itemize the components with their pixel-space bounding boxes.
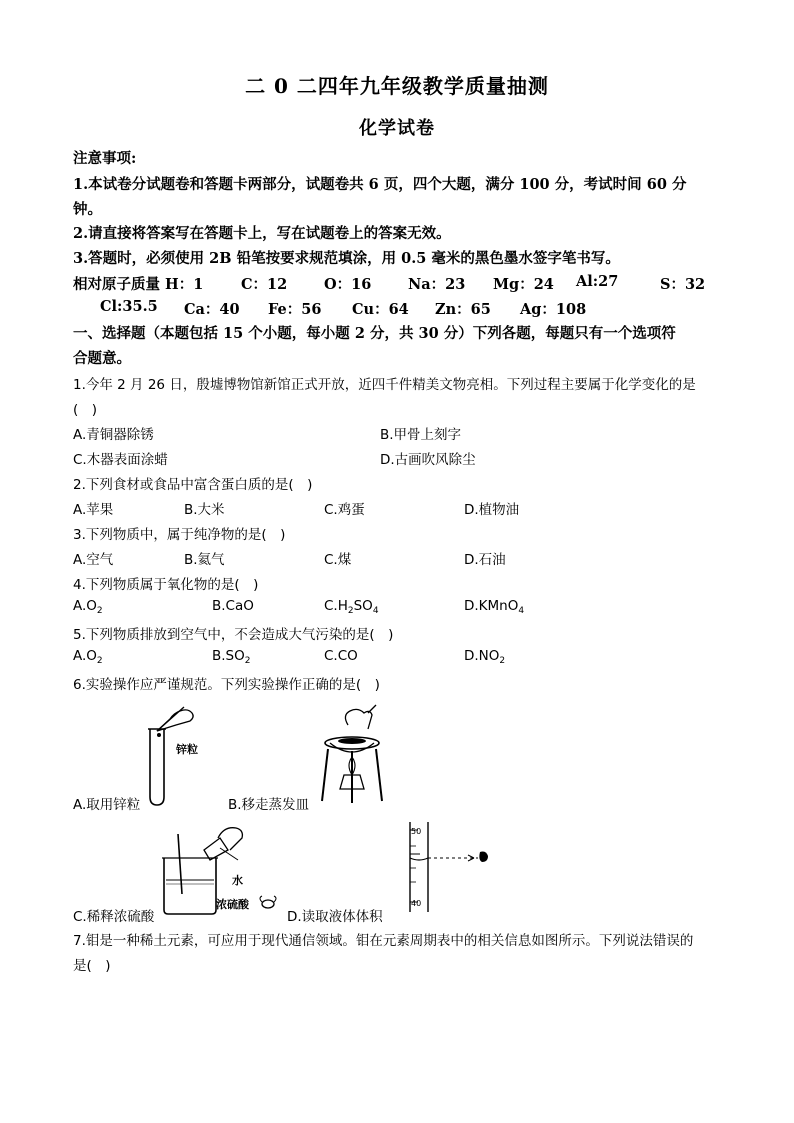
- note-line-1-cont: 钟。: [73, 201, 102, 218]
- q6-figure-d: [402, 820, 502, 912]
- atomic-mass-ca: Ca：40: [184, 301, 240, 318]
- q2-option-d: D.植物油: [464, 502, 520, 518]
- q3-option-a: A.空气: [73, 552, 114, 568]
- note-line-3: 3.答题时，必须使用 2B 铅笔按要求规范填涂，用 0.5 毫米的黑色墨水签字笔书写。: [73, 250, 620, 267]
- q6-fig-a-label: 锌粒: [176, 743, 198, 756]
- atomic-mass-c: C：12: [241, 276, 288, 293]
- q2-stem: 2.下列食材或食品中富含蛋白质的是( ): [73, 477, 313, 493]
- q2-option-b: B.大米: [184, 502, 225, 518]
- q5-option-d: $D.NO_2$: [464, 648, 506, 666]
- q6-fig-d-tick-50: 50: [411, 827, 422, 836]
- atomic-mass-fe: Fe：56: [268, 301, 322, 318]
- q3-option-c: C.煤: [324, 552, 352, 568]
- atomic-mass-na: Na：23: [408, 276, 466, 293]
- q6-option-c: C.稀释浓硫酸: [73, 909, 155, 925]
- q6-option-b: B.移走蒸发皿: [228, 797, 310, 813]
- q3-option-d: D.石油: [464, 552, 506, 568]
- note-line-1: 1.本试卷分试题卷和答题卡两部分，试题卷共 6 页，四个大题，满分 100 分，考试时间 60 分: [73, 176, 687, 193]
- q5-option-c: C.CO: [324, 648, 358, 664]
- q6-fig-c-acid: 浓硫酸: [216, 898, 249, 911]
- q5-option-a: $A.O_2$: [73, 648, 103, 666]
- note-line-2: 2.请直接将答案写在答题卡上，写在试题卷上的答案无效。: [73, 225, 451, 242]
- q4-option-d: D.KMnO$_4$: [464, 598, 525, 616]
- q7-stem-cont: 是( ): [73, 958, 111, 974]
- q1-stem: 1.今年 2 月 26 日，殷墟博物馆新馆正式开放，近四千件精美文物亮相。下列过程主要属于化学变化的是: [73, 377, 696, 393]
- q1-option-b: B.甲骨上刻字: [380, 427, 462, 443]
- q1-paren: ( ): [73, 402, 98, 418]
- section-1-heading: 一、选择题（本题包括 15 个小题，每小题 2 分，共 30 分）下列各题，每题只有一个选项符: [73, 325, 676, 342]
- page-title: 二 0 二四年九年级教学质量抽测: [245, 74, 549, 98]
- subject-title: 化学试卷: [359, 118, 435, 139]
- atomic-mass-cl: Cl:35.5: [100, 298, 158, 315]
- atomic-mass-s: S：32: [660, 276, 706, 293]
- q4-option-a: $A.O_2$: [73, 598, 103, 616]
- q4-option-c: $C.H_2SO_4$: [324, 598, 379, 616]
- q1-option-d: D.古画吹风除尘: [380, 452, 476, 468]
- q6-stem: 6.实验操作应严谨规范。下列实验操作正确的是( ): [73, 677, 380, 693]
- q6-option-d: D.读取液体体积: [287, 909, 383, 925]
- q5-stem: 5.下列物质排放到空气中，不会造成大气污染的是( ): [73, 627, 394, 643]
- atomic-mass-label: 相对原子质量 H：1: [73, 276, 204, 293]
- q6-figure-b: [318, 705, 386, 805]
- q6-figure-a: [140, 705, 220, 805]
- q1-option-a: A.青铜器除锈: [73, 427, 154, 443]
- q6-figure-c: [158, 824, 288, 916]
- q7-stem: 7.钼是一种稀土元素，可应用于现代通信领域。钼在元素周期表中的相关信息如图所示。下列说法错误的: [73, 933, 694, 949]
- atomic-mass-o: O：16: [324, 276, 372, 293]
- q1-option-c: C.木器表面涂蜡: [73, 452, 168, 468]
- q2-option-a: A.苹果: [73, 502, 114, 518]
- atomic-mass-mg: Mg：24: [493, 276, 554, 293]
- q4-stem: 4.下列物质属于氧化物的是( ): [73, 577, 259, 593]
- q6-option-a: A.取用锌粒: [73, 797, 141, 813]
- q4-option-b: B.CaO: [212, 598, 254, 614]
- q5-option-b: $B.SO_2$: [212, 648, 251, 666]
- q6-fig-c-water: 水: [232, 874, 243, 887]
- notes-heading: 注意事项:: [73, 150, 137, 167]
- q2-option-c: C.鸡蛋: [324, 502, 365, 518]
- q3-stem: 3.下列物质中，属于纯净物的是( ): [73, 527, 286, 543]
- q3-option-b: B.氦气: [184, 552, 225, 568]
- atomic-mass-zn: Zn：65: [435, 301, 491, 318]
- q6-fig-d-tick-40: 40: [411, 899, 422, 908]
- atomic-mass-al: Al:27: [576, 273, 619, 290]
- atomic-mass-cu: Cu：64: [352, 301, 409, 318]
- atomic-mass-ag: Ag：108: [520, 301, 587, 318]
- section-1-heading-cont: 合题意。: [73, 350, 131, 367]
